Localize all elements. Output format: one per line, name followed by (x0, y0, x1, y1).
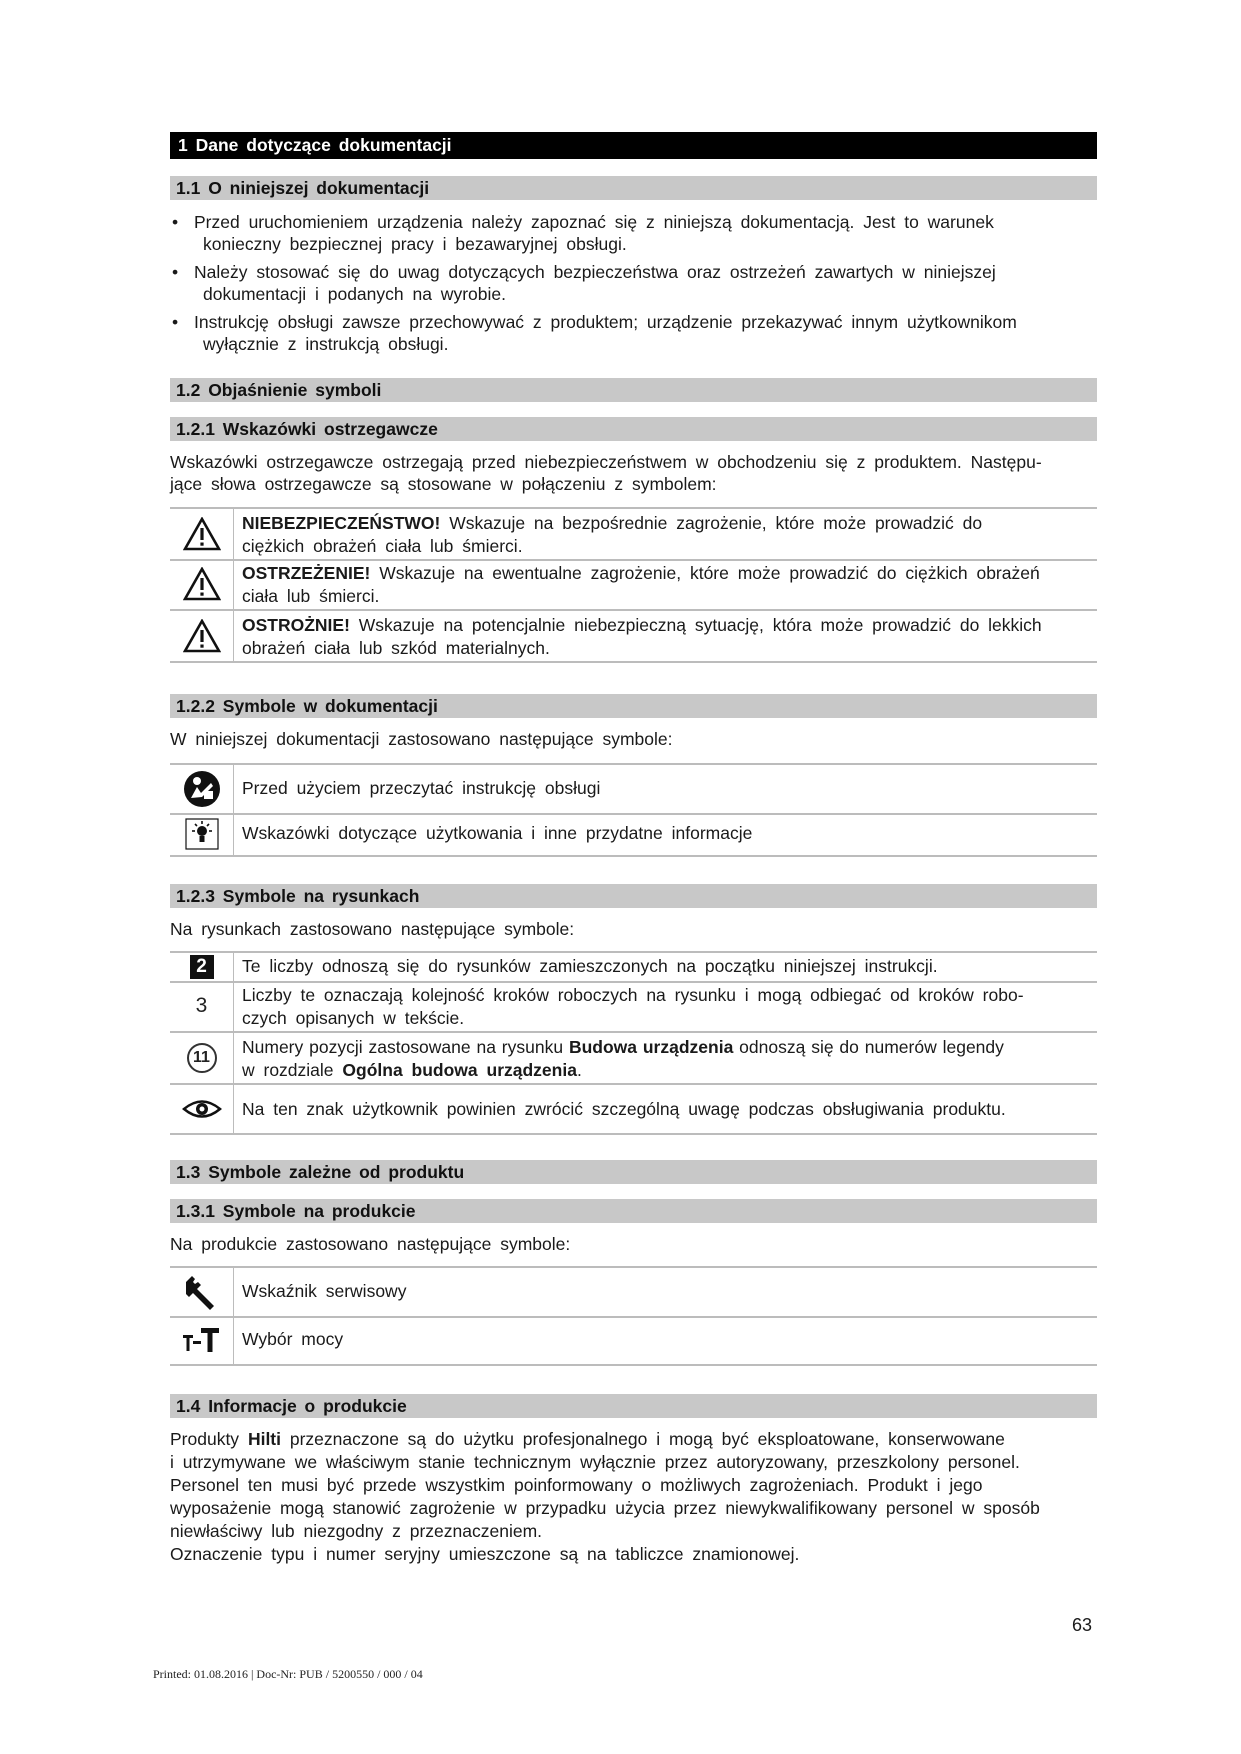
intro-text: Na produkcie zastosowano następujące symbole: (170, 1234, 571, 1254)
step-number: 3 (195, 994, 208, 1017)
section-heading-1-2-2: 1.2.2 Symbole w dokumentacji (170, 694, 1097, 718)
section-heading-1-1: 1.1 O niniejszej dokumentacji (170, 176, 1097, 200)
bullet-item (170, 261, 1160, 305)
bullet-item (170, 211, 1160, 255)
signal-text: Wskazuje na ewentualne zagrożenie, które może prowadzić do ciężkich obrażeń (370, 563, 1040, 583)
product-symbol-text: Wskaźnik serwisowy (242, 1281, 407, 1301)
bullet-text: Instrukcję obsługi zawsze przechowywać z produktem; urządzenie przekazywać innym użytkownikom (194, 312, 1017, 332)
section-heading-1: 1 Dane dotyczące dokumentacji (170, 132, 1097, 159)
figure-symbol-row (170, 981, 1097, 1033)
intro-text-line: Wskazówki ostrzegawcze ostrzegają przed niebezpieczeństwem w obchodzeniu się z produktem. Następu- (170, 452, 1042, 472)
signal-word: OSTROŻNIE! (242, 615, 350, 635)
read-manual-icon (170, 765, 234, 813)
section-heading-1-2-3: 1.2.3 Symbole na rysunkach (170, 884, 1097, 908)
bullet-dot: • (172, 262, 179, 282)
intro-text: Na rysunkach zastosowano następujące symbole: (170, 919, 575, 939)
warning-triangle-icon (170, 559, 234, 609)
intro-text-line: jące słowa ostrzegawcze są stosowane w połączeniu z symbolem: (170, 474, 717, 494)
section-heading-1-2: 1.2 Objaśnienie symboli (170, 378, 1097, 402)
text-part: . (576, 1060, 582, 1080)
section-heading-1-2-1: 1.2.1 Wskazówki ostrzegawcze (170, 417, 1097, 441)
product-symbol-row (170, 1266, 1097, 1318)
text-part: odnoszą się do numerów legendy (733, 1037, 1004, 1057)
text-part: w rozdziale (242, 1060, 343, 1080)
warning-row-warning (170, 559, 1097, 611)
intro-text: W niniejszej dokumentacji zastosowano następujące symbole: (170, 729, 673, 749)
product-info-line (170, 1428, 1005, 1450)
product-info-line: Oznaczenie typu i numer seryjny umieszczone są na tabliczce znamionowej. (170, 1544, 800, 1564)
page-number: 63 (1072, 1615, 1093, 1635)
print-footer: Printed: 01.08.2016 | Doc-Nr: PUB / 5200550 / 000 / 04 (153, 1667, 423, 1681)
doc-symbol-text: Wskazówki dotyczące użytkowania i inne przydatne informacje (242, 823, 753, 843)
doc-symbol-row (170, 813, 1097, 857)
wrench-icon (170, 1268, 234, 1316)
figure-symbol-text-cont: czych opisanych w tekście. (242, 1008, 465, 1028)
text-part: przeznaczone są do użytku profesjonalnego i mogą być eksploatowane, konserwowane (281, 1429, 1005, 1449)
figure-number-badge: 2 (190, 955, 214, 979)
signal-text-cont: obrażeń ciała lub szkód materialnych. (242, 638, 550, 658)
bullet-dot: • (172, 312, 179, 332)
signal-text-cont: ciężkich obrażeń ciała lub śmierci. (242, 536, 523, 556)
warning-triangle-icon (170, 611, 234, 661)
figure-symbol-text: Na ten znak użytkownik powinien zwrócić szczególną uwagę podczas obsługiwania produktu. (242, 1099, 1006, 1119)
warning-triangle-icon (170, 509, 234, 559)
signal-text: Wskazuje na bezpośrednie zagrożenie, które może prowadzić do (440, 513, 983, 533)
doc-symbol-text: Przed użyciem przeczytać instrukcję obsługi (242, 778, 601, 798)
figure-symbol-row (170, 1033, 1097, 1085)
product-symbol-text: Wybór mocy (242, 1329, 344, 1349)
text-part: Produkty (170, 1429, 248, 1449)
figure-symbol-text: Liczby te oznaczają kolejność kroków roboczych na rysunku i mogą odbiegać od kroków robo- (242, 985, 1024, 1005)
text-bold-part: Budowa urządzenia (568, 1037, 734, 1057)
signal-text-cont: ciała lub śmierci. (242, 586, 380, 606)
eye-icon (170, 1085, 234, 1133)
product-info-line: i utrzymywane we właściwym stanie technicznym wyłącznie przez autoryzowany, przeszkolony personel. (170, 1452, 1020, 1472)
bullet-text-cont: wyłącznie z instrukcją obsługi. (203, 334, 449, 354)
text-part: Numery pozycji zastosowane na rysunku (242, 1037, 569, 1057)
bullet-text-cont: konieczny bezpiecznej pracy i bezawaryjnej obsługi. (203, 234, 627, 254)
info-tip-icon (170, 813, 234, 855)
figure-symbol-row (170, 951, 1097, 983)
brand-name: Hilti (247, 1429, 281, 1449)
signal-word: OSTRZEŻENIE! (242, 563, 371, 583)
position-number-circle: 11 (187, 1043, 217, 1073)
bullet-item (170, 311, 1160, 355)
figure-number-icon (170, 953, 234, 981)
signal-text: Wskazuje na potencjalnie niebezpieczną sytuację, która może prowadzić do lekkich (349, 615, 1042, 635)
section-heading-1-3: 1.3 Symbole zależne od produktu (170, 1160, 1097, 1184)
position-number-icon (170, 1033, 234, 1083)
section-heading-1-3-1: 1.3.1 Symbole na produkcie (170, 1199, 1097, 1223)
power-selection-icon (170, 1316, 234, 1364)
figure-symbol-row (170, 1085, 1097, 1135)
bullet-text: Należy stosować się do uwag dotyczących bezpieczeństwa oraz ostrzeżeń zawartych w niniejszej (194, 262, 996, 282)
product-info-line: wyposażenie mogą stanowić zagrożenie w przypadku użycia przez niewykwalifikowany personel w sposób (170, 1498, 1040, 1518)
signal-word: NIEBEZPIECZEŃSTWO! (242, 513, 441, 533)
product-info-line: niewłaściwy lub niezgodny z przeznaczeniem. (170, 1521, 543, 1541)
figure-symbol-text: Te liczby odnoszą się do rysunków zamieszczonych na początku niniejszej instrukcji. (242, 956, 938, 976)
bullet-text-cont: dokumentacji i podanych na wyrobie. (203, 284, 506, 304)
text-bold-part: Ogólna budowa urządzenia (342, 1060, 577, 1080)
product-symbol-row (170, 1316, 1097, 1366)
product-info-line: Personel ten musi być przede wszystkim poinformowany o możliwych zagrożeniach. Produkt i jego (170, 1475, 983, 1495)
warning-row-danger (170, 507, 1097, 561)
step-number-icon (170, 981, 234, 1031)
doc-symbol-row (170, 763, 1097, 815)
bullet-dot: • (172, 212, 179, 232)
bullet-text: Przed uruchomieniem urządzenia należy zapoznać się z niniejszą dokumentacją. Jest to warunek (194, 212, 994, 232)
warning-row-caution (170, 611, 1097, 663)
section-heading-1-4: 1.4 Informacje o produkcie (170, 1394, 1097, 1418)
